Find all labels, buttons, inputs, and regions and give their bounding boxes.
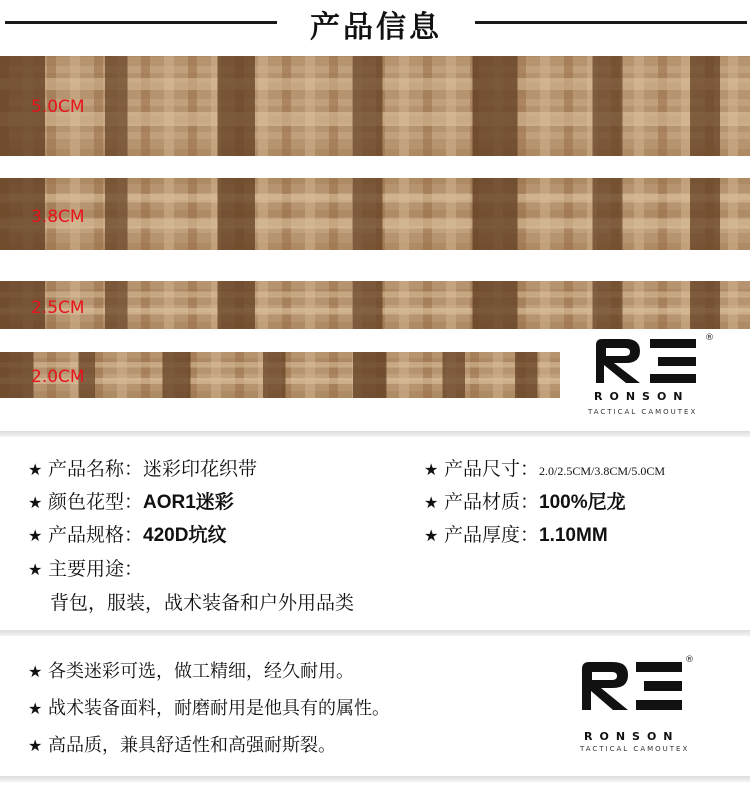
star-icon: ★ (28, 662, 43, 681)
rs-logo-mark-icon (578, 660, 686, 712)
strip-width-label: 5.0CM (31, 97, 85, 117)
feature-text: 各类迷彩可选，做工精细，经久耐用。 (48, 661, 354, 682)
spec-thickness (424, 520, 608, 547)
section-divider (0, 776, 750, 782)
webbing-strip-3-8cm (0, 178, 750, 250)
webbing-strip-2-5cm (0, 281, 750, 329)
strip-width-label: 2.0CM (31, 367, 85, 387)
star-icon: ★ (424, 526, 439, 545)
strip-width-label: 2.5CM (31, 298, 85, 318)
spec-key: 产品名称： (48, 458, 144, 480)
rs-logo-mark-icon (592, 337, 700, 385)
spec-specification (28, 520, 226, 547)
feature-item (28, 731, 336, 757)
feature-text: 高品质，兼具舒适性和高强耐斯裂。 (48, 735, 336, 756)
spec-material (424, 487, 626, 514)
registered-mark: ® (685, 655, 694, 665)
star-icon: ★ (28, 460, 43, 479)
header-rule-right (475, 21, 747, 24)
spec-value: 100%尼龙 (539, 492, 626, 513)
section-divider (0, 630, 750, 636)
brand-name: RONSON (584, 730, 680, 743)
brand-tagline: TACTICAL CAMOUTEX (580, 745, 690, 753)
feature-item (28, 694, 390, 720)
spec-value: 2.0/2.5CM/3.8CM/5.0CM (539, 464, 666, 478)
spec-size (424, 454, 665, 481)
spec-usage (28, 554, 143, 581)
ronson-logo (588, 333, 722, 427)
spec-key: 主要用途： (48, 558, 144, 580)
feature-text: 战术装备面料，耐磨耐用是他具有的属性。 (48, 698, 390, 719)
brand-name: RONSON (594, 390, 690, 403)
star-icon: ★ (28, 493, 43, 512)
ronson-logo (578, 655, 708, 760)
spec-key: 颜色花型： (48, 491, 144, 513)
registered-mark: ® (705, 333, 714, 343)
spec-key: 产品尺寸： (444, 458, 540, 480)
section-header (0, 0, 750, 45)
section-divider (0, 431, 750, 437)
spec-value: 迷彩印花织带 (143, 458, 258, 480)
header-rule-left (5, 21, 277, 24)
spec-value: AOR1迷彩 (143, 492, 234, 513)
strip-width-label: 3.8CM (31, 207, 85, 227)
webbing-strip-5cm (0, 56, 750, 156)
spec-key: 产品厚度： (444, 524, 540, 546)
section-title: 产品信息 (310, 10, 442, 45)
spec-key: 产品材质： (444, 491, 540, 513)
spec-usage-value: 背包，服装，战术装备和户外用品类 (50, 592, 355, 614)
star-icon: ★ (28, 699, 43, 718)
spec-color-pattern (28, 487, 234, 514)
star-icon: ★ (28, 526, 43, 545)
spec-key: 产品规格： (48, 524, 144, 546)
star-icon: ★ (424, 460, 439, 479)
brand-tagline: TACTICAL CAMOUTEX (588, 408, 698, 416)
spec-product-name (28, 454, 257, 481)
spec-value: 420D坑纹 (143, 525, 227, 546)
star-icon: ★ (28, 560, 43, 579)
feature-item (28, 657, 354, 683)
webbing-strip-2cm (0, 352, 560, 398)
star-icon: ★ (28, 736, 43, 755)
spec-value: 1.10MM (539, 525, 608, 546)
star-icon: ★ (424, 493, 439, 512)
